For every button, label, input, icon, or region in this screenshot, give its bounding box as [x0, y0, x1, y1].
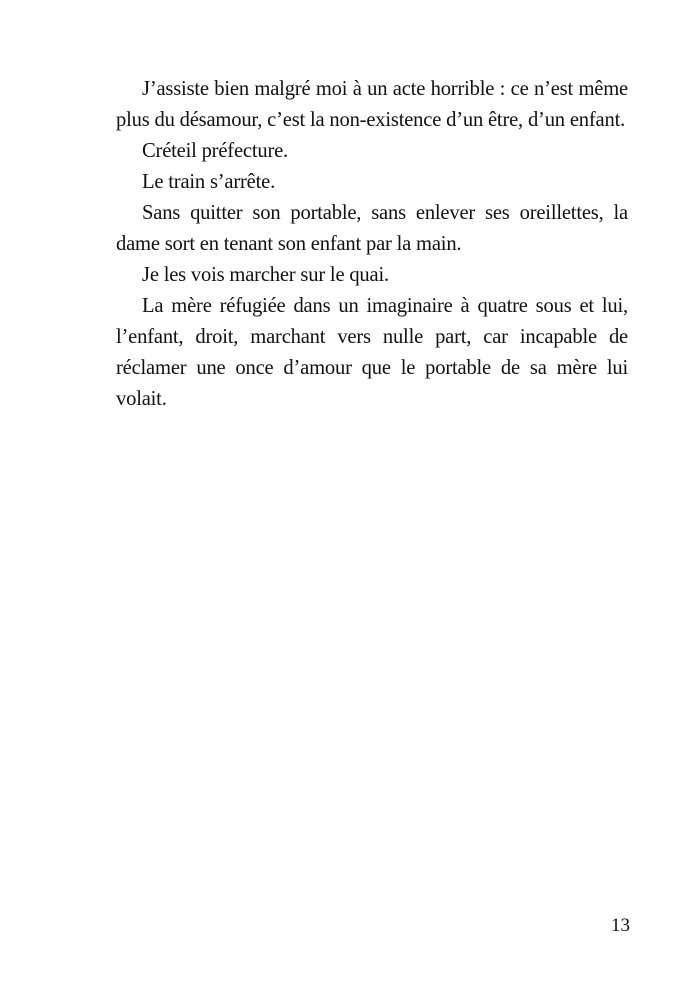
paragraph-2: Créteil préfecture. — [142, 140, 288, 162]
paragraph-4: Sans quitter son portable, sans enlever ses oreillettes, la dame sort en tenant son enfant par la main. — [116, 202, 628, 255]
body-text — [116, 74, 628, 415]
paragraph-5: Je les vois marcher sur le quai. — [142, 264, 389, 286]
paragraph-6: La mère réfugiée dans un imaginaire à quatre sous et lui, l’enfant, droit, marchant vers nulle part, car incapable de réclamer une once d’amour que le portable de sa mère lui volait. — [116, 295, 628, 410]
paragraph-3: Le train s’arrête. — [142, 171, 276, 193]
paragraph-1: J’assiste bien malgré moi à un acte horrible : ce n’est même plus du désamour, c’est la non-existence d’un être, d’un enfant. — [116, 78, 628, 131]
page-number: 13 — [611, 915, 630, 936]
